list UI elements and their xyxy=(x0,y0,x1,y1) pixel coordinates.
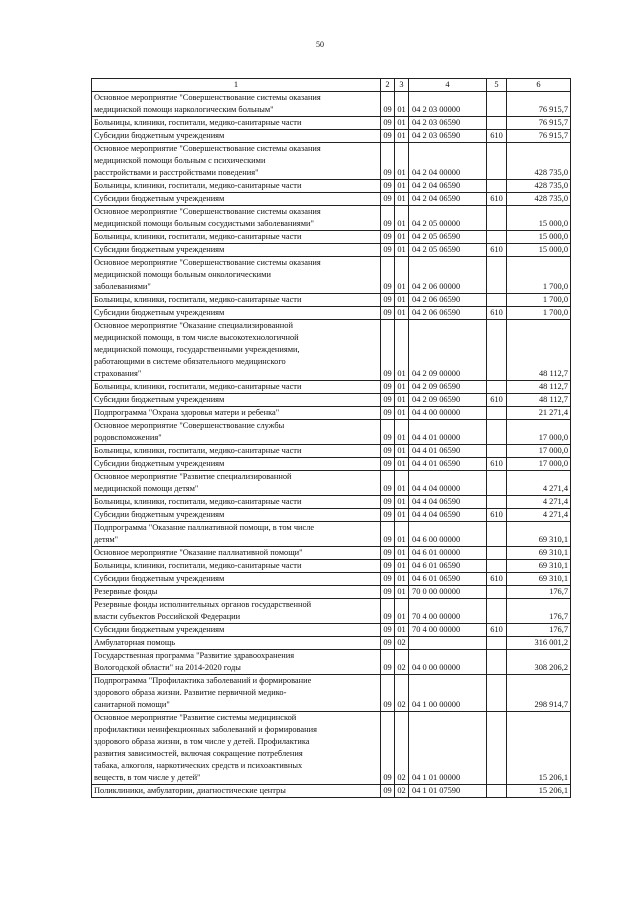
budget-table xyxy=(91,78,571,798)
row-target-code: 04 4 04 06590 xyxy=(409,509,487,522)
row-target-code: 04 1 00 00000 xyxy=(409,675,487,712)
row-name: Больницы, клиники, госпитали, медико-санитарные части xyxy=(92,294,381,307)
row-subsection: 01 xyxy=(395,307,409,320)
row-name: Основное мероприятие "Развитие специализированной медицинской помощи детям" xyxy=(92,471,381,496)
row-target-code: 04 4 01 06590 xyxy=(409,458,487,471)
row-target-code: 70 4 00 00000 xyxy=(409,599,487,624)
row-expense-type: 610 xyxy=(487,573,507,586)
row-subsection: 01 xyxy=(395,180,409,193)
row-name: Резервные фонды исполнительных органов государственной власти субъектов Российской Федерации xyxy=(92,599,381,624)
row-subsection: 01 xyxy=(395,445,409,458)
row-amount: 17 000,0 xyxy=(507,420,571,445)
row-section: 09 xyxy=(381,547,395,560)
row-name: Резервные фонды xyxy=(92,586,381,599)
row-target-code: 04 4 04 00000 xyxy=(409,471,487,496)
row-subsection: 01 xyxy=(395,573,409,586)
row-section: 09 xyxy=(381,785,395,798)
row-name: Государственная программа "Развитие здравоохранения Вологодской области" на 2014-2020 годы xyxy=(92,650,381,675)
row-amount: 17 000,0 xyxy=(507,445,571,458)
row-section: 09 xyxy=(381,394,395,407)
row-expense-type xyxy=(487,496,507,509)
row-section: 09 xyxy=(381,244,395,257)
row-section: 09 xyxy=(381,509,395,522)
row-subsection: 01 xyxy=(395,117,409,130)
row-name: Амбулаторная помощь xyxy=(92,637,381,650)
row-expense-type xyxy=(487,206,507,231)
row-expense-type xyxy=(487,785,507,798)
row-expense-type xyxy=(487,320,507,381)
table-row xyxy=(92,573,571,586)
row-subsection: 01 xyxy=(395,547,409,560)
row-expense-type xyxy=(487,180,507,193)
row-target-code: 04 2 04 06590 xyxy=(409,193,487,206)
row-expense-type: 610 xyxy=(487,130,507,143)
row-amount: 4 271,4 xyxy=(507,509,571,522)
row-section: 09 xyxy=(381,586,395,599)
row-expense-type xyxy=(487,471,507,496)
row-amount: 15 000,0 xyxy=(507,244,571,257)
table-row xyxy=(92,522,571,547)
row-amount: 69 310,1 xyxy=(507,573,571,586)
row-expense-type: 610 xyxy=(487,394,507,407)
row-subsection: 02 xyxy=(395,650,409,675)
row-section: 09 xyxy=(381,180,395,193)
row-target-code: 04 6 01 06590 xyxy=(409,573,487,586)
row-name: Основное мероприятие "Оказание паллиативной помощи" xyxy=(92,547,381,560)
row-amount: 76 915,7 xyxy=(507,92,571,117)
page-number: 50 xyxy=(316,40,324,49)
row-amount: 76 915,7 xyxy=(507,117,571,130)
table-row xyxy=(92,637,571,650)
row-target-code: 04 6 01 06590 xyxy=(409,560,487,573)
row-name: Больницы, клиники, госпитали, медико-санитарные части xyxy=(92,117,381,130)
row-expense-type xyxy=(487,712,507,785)
table-row xyxy=(92,231,571,244)
row-expense-type xyxy=(487,637,507,650)
table-row xyxy=(92,496,571,509)
row-amount: 428 735,0 xyxy=(507,180,571,193)
row-subsection: 01 xyxy=(395,206,409,231)
row-target-code: 70 0 00 00000 xyxy=(409,586,487,599)
row-target-code: 04 4 00 00000 xyxy=(409,407,487,420)
table-row xyxy=(92,675,571,712)
row-name: Больницы, клиники, госпитали, медико-санитарные части xyxy=(92,180,381,193)
table-row xyxy=(92,244,571,257)
header-col-6: 6 xyxy=(507,79,571,92)
header-row xyxy=(92,79,571,92)
row-subsection: 01 xyxy=(395,193,409,206)
row-section: 09 xyxy=(381,599,395,624)
row-subsection: 01 xyxy=(395,92,409,117)
row-section: 09 xyxy=(381,637,395,650)
row-target-code: 04 2 04 00000 xyxy=(409,143,487,180)
row-section: 09 xyxy=(381,675,395,712)
row-name: Основное мероприятие "Совершенствование системы оказания медицинской помощи наркологическим больным" xyxy=(92,92,381,117)
row-subsection: 01 xyxy=(395,586,409,599)
table-row xyxy=(92,206,571,231)
table-row xyxy=(92,547,571,560)
row-name: Субсидии бюджетным учреждениям xyxy=(92,307,381,320)
row-target-code: 04 0 00 00000 xyxy=(409,650,487,675)
row-subsection: 01 xyxy=(395,381,409,394)
row-target-code: 04 4 01 00000 xyxy=(409,420,487,445)
row-name: Основное мероприятие "Совершенствование системы оказания медицинской помощи больным с психическими расстройствами и расстройствами поведения" xyxy=(92,143,381,180)
row-subsection: 01 xyxy=(395,320,409,381)
table-row xyxy=(92,650,571,675)
row-expense-type xyxy=(487,420,507,445)
row-name: Основное мероприятие "Совершенствование системы оказания медицинской помощи больным сосудистыми заболеваниями" xyxy=(92,206,381,231)
row-subsection: 02 xyxy=(395,637,409,650)
row-amount: 15 000,0 xyxy=(507,206,571,231)
row-expense-type xyxy=(487,117,507,130)
row-amount: 428 735,0 xyxy=(507,143,571,180)
table-row xyxy=(92,143,571,180)
row-expense-type: 610 xyxy=(487,509,507,522)
row-expense-type xyxy=(487,257,507,294)
row-amount: 176,7 xyxy=(507,599,571,624)
table-row xyxy=(92,471,571,496)
row-name: Больницы, клиники, госпитали, медико-санитарные части xyxy=(92,560,381,573)
row-subsection: 01 xyxy=(395,394,409,407)
row-name: Основное мероприятие "Совершенствование системы оказания медицинской помощи больным онкологическими заболеваниями" xyxy=(92,257,381,294)
row-section: 09 xyxy=(381,307,395,320)
row-subsection: 01 xyxy=(395,471,409,496)
row-expense-type xyxy=(487,675,507,712)
row-name: Основное мероприятие "Развитие системы медицинской профилактики неинфекционных заболеваний и формирования здорового образа жизни, в том числе у детей. Профилактика развития зависимостей, включая сокращение потребления табака, алкоголя, наркотических средств и психоактивных веществ, в том числе у детей" xyxy=(92,712,381,785)
row-name: Субсидии бюджетным учреждениям xyxy=(92,394,381,407)
row-amount: 48 112,7 xyxy=(507,320,571,381)
row-target-code: 04 1 01 00000 xyxy=(409,712,487,785)
row-amount: 15 206,1 xyxy=(507,785,571,798)
row-target-code: 04 2 05 06590 xyxy=(409,244,487,257)
row-expense-type xyxy=(487,92,507,117)
row-target-code: 04 1 01 07590 xyxy=(409,785,487,798)
row-subsection: 01 xyxy=(395,257,409,294)
row-name: Подпрограмма "Оказание паллиативной помощи, в том числе детям" xyxy=(92,522,381,547)
row-section: 09 xyxy=(381,420,395,445)
row-amount: 69 310,1 xyxy=(507,547,571,560)
table-row xyxy=(92,257,571,294)
row-amount: 15 206,1 xyxy=(507,712,571,785)
row-section: 09 xyxy=(381,712,395,785)
row-target-code: 04 2 03 00000 xyxy=(409,92,487,117)
row-amount: 1 700,0 xyxy=(507,294,571,307)
row-name: Больницы, клиники, госпитали, медико-санитарные части xyxy=(92,496,381,509)
row-amount: 4 271,4 xyxy=(507,471,571,496)
row-section: 09 xyxy=(381,381,395,394)
table-row xyxy=(92,624,571,637)
row-section: 09 xyxy=(381,130,395,143)
table-row xyxy=(92,130,571,143)
header-col-5: 5 xyxy=(487,79,507,92)
row-name: Субсидии бюджетным учреждениям xyxy=(92,130,381,143)
row-name: Подпрограмма "Охрана здоровья матери и ребенка" xyxy=(92,407,381,420)
row-amount: 21 271,4 xyxy=(507,407,571,420)
row-subsection: 01 xyxy=(395,407,409,420)
row-subsection: 01 xyxy=(395,599,409,624)
row-expense-type: 610 xyxy=(487,307,507,320)
row-target-code: 04 2 03 06590 xyxy=(409,130,487,143)
table-row xyxy=(92,509,571,522)
table-row xyxy=(92,445,571,458)
row-target-code: 04 2 06 06590 xyxy=(409,307,487,320)
row-subsection: 01 xyxy=(395,496,409,509)
row-subsection: 01 xyxy=(395,522,409,547)
row-amount: 4 271,4 xyxy=(507,496,571,509)
row-name: Основное мероприятие "Совершенствование службы родовспоможения" xyxy=(92,420,381,445)
row-expense-type xyxy=(487,599,507,624)
table-row xyxy=(92,407,571,420)
table-row xyxy=(92,458,571,471)
row-section: 09 xyxy=(381,407,395,420)
row-section: 09 xyxy=(381,650,395,675)
row-subsection: 01 xyxy=(395,130,409,143)
row-subsection: 02 xyxy=(395,675,409,712)
row-target-code: 04 4 01 06590 xyxy=(409,445,487,458)
table-row xyxy=(92,180,571,193)
row-subsection: 02 xyxy=(395,712,409,785)
row-section: 09 xyxy=(381,624,395,637)
row-name: Субсидии бюджетным учреждениям xyxy=(92,193,381,206)
row-subsection: 02 xyxy=(395,785,409,798)
header-col-4: 4 xyxy=(409,79,487,92)
row-name: Субсидии бюджетным учреждениям xyxy=(92,573,381,586)
row-amount: 176,7 xyxy=(507,586,571,599)
header-col-2: 2 xyxy=(381,79,395,92)
row-expense-type xyxy=(487,586,507,599)
row-name: Субсидии бюджетным учреждениям xyxy=(92,244,381,257)
row-target-code: 04 2 06 06590 xyxy=(409,294,487,307)
row-section: 09 xyxy=(381,496,395,509)
row-amount: 69 310,1 xyxy=(507,560,571,573)
table-row xyxy=(92,92,571,117)
header-col-1: 1 xyxy=(92,79,381,92)
row-expense-type xyxy=(487,381,507,394)
row-expense-type xyxy=(487,522,507,547)
row-amount: 48 112,7 xyxy=(507,381,571,394)
row-expense-type xyxy=(487,143,507,180)
row-section: 09 xyxy=(381,206,395,231)
row-expense-type xyxy=(487,294,507,307)
row-target-code: 04 2 06 00000 xyxy=(409,257,487,294)
row-target-code: 04 2 05 06590 xyxy=(409,231,487,244)
table-row xyxy=(92,117,571,130)
row-target-code: 04 6 00 00000 xyxy=(409,522,487,547)
table-row xyxy=(92,294,571,307)
row-name: Субсидии бюджетным учреждениям xyxy=(92,509,381,522)
row-expense-type xyxy=(487,560,507,573)
row-target-code: 04 2 05 00000 xyxy=(409,206,487,231)
header-col-3: 3 xyxy=(395,79,409,92)
row-expense-type xyxy=(487,547,507,560)
row-section: 09 xyxy=(381,458,395,471)
row-amount: 298 914,7 xyxy=(507,675,571,712)
row-name: Больницы, клиники, госпитали, медико-санитарные части xyxy=(92,445,381,458)
row-name: Основное мероприятие "Оказание специализированной медицинской помощи, в том числе высокотехнологичной медицинской помощи, государственными учреждениями, работающими в системе обязательного медицинского страхования" xyxy=(92,320,381,381)
row-section: 09 xyxy=(381,193,395,206)
row-amount: 428 735,0 xyxy=(507,193,571,206)
row-subsection: 01 xyxy=(395,509,409,522)
row-amount: 316 001,2 xyxy=(507,637,571,650)
table-row xyxy=(92,193,571,206)
table-row xyxy=(92,420,571,445)
row-target-code: 04 2 09 06590 xyxy=(409,381,487,394)
row-subsection: 01 xyxy=(395,294,409,307)
row-expense-type xyxy=(487,407,507,420)
row-section: 09 xyxy=(381,231,395,244)
table-row xyxy=(92,599,571,624)
row-name: Больницы, клиники, госпитали, медико-санитарные части xyxy=(92,231,381,244)
row-section: 09 xyxy=(381,471,395,496)
row-section: 09 xyxy=(381,92,395,117)
row-name: Субсидии бюджетным учреждениям xyxy=(92,458,381,471)
row-target-code: 04 2 09 00000 xyxy=(409,320,487,381)
row-target-code: 04 2 09 06590 xyxy=(409,394,487,407)
row-amount: 76 915,7 xyxy=(507,130,571,143)
row-section: 09 xyxy=(381,294,395,307)
row-expense-type: 610 xyxy=(487,458,507,471)
table-row xyxy=(92,394,571,407)
row-subsection: 01 xyxy=(395,458,409,471)
row-section: 09 xyxy=(381,560,395,573)
row-expense-type: 610 xyxy=(487,244,507,257)
row-subsection: 01 xyxy=(395,560,409,573)
row-amount: 15 000,0 xyxy=(507,231,571,244)
row-section: 09 xyxy=(381,320,395,381)
row-target-code: 04 2 03 06590 xyxy=(409,117,487,130)
row-subsection: 01 xyxy=(395,231,409,244)
row-name: Поликлиники, амбулатории, диагностические центры xyxy=(92,785,381,798)
row-amount: 69 310,1 xyxy=(507,522,571,547)
row-name: Подпрограмма "Профилактика заболеваний и формирование здорового образа жизни. Развитие первичной медико- санитарной помощи" xyxy=(92,675,381,712)
row-subsection: 01 xyxy=(395,244,409,257)
row-amount: 1 700,0 xyxy=(507,257,571,294)
row-target-code: 70 4 00 00000 xyxy=(409,624,487,637)
row-subsection: 01 xyxy=(395,624,409,637)
table-row xyxy=(92,307,571,320)
table-row xyxy=(92,712,571,785)
row-expense-type xyxy=(487,650,507,675)
row-expense-type: 610 xyxy=(487,624,507,637)
table-row xyxy=(92,586,571,599)
row-name: Больницы, клиники, госпитали, медико-санитарные части xyxy=(92,381,381,394)
row-expense-type: 610 xyxy=(487,193,507,206)
row-amount: 48 112,7 xyxy=(507,394,571,407)
table-row xyxy=(92,560,571,573)
table-row xyxy=(92,785,571,798)
row-section: 09 xyxy=(381,573,395,586)
table-row xyxy=(92,381,571,394)
row-amount: 176,7 xyxy=(507,624,571,637)
row-amount: 308 206,2 xyxy=(507,650,571,675)
row-target-code: 04 4 04 06590 xyxy=(409,496,487,509)
table-row xyxy=(92,320,571,381)
row-section: 09 xyxy=(381,257,395,294)
row-section: 09 xyxy=(381,143,395,180)
row-subsection: 01 xyxy=(395,420,409,445)
row-expense-type xyxy=(487,231,507,244)
row-section: 09 xyxy=(381,117,395,130)
row-section: 09 xyxy=(381,522,395,547)
row-target-code xyxy=(409,637,487,650)
row-amount: 17 000,0 xyxy=(507,458,571,471)
row-section: 09 xyxy=(381,445,395,458)
row-expense-type xyxy=(487,445,507,458)
row-target-code: 04 2 04 06590 xyxy=(409,180,487,193)
row-target-code: 04 6 01 00000 xyxy=(409,547,487,560)
row-subsection: 01 xyxy=(395,143,409,180)
row-name: Субсидии бюджетным учреждениям xyxy=(92,624,381,637)
row-amount: 1 700,0 xyxy=(507,307,571,320)
